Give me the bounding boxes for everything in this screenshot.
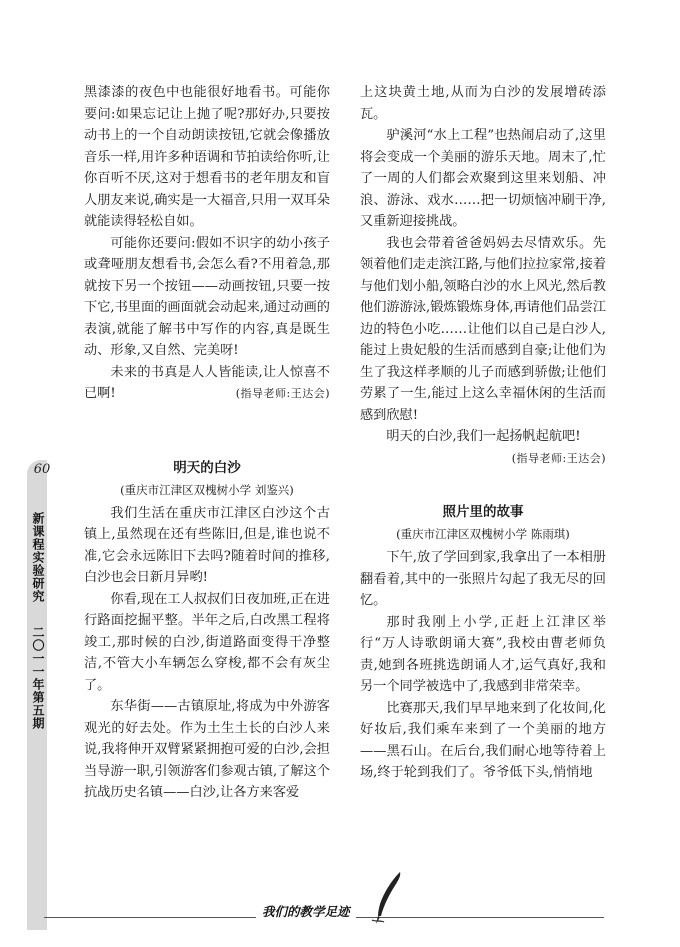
article-title: 照片里的故事 (442, 504, 524, 520)
page-number: 60 (33, 462, 51, 477)
article-author: (重庆市江津区双槐树小学 陈雨琪) (396, 527, 570, 541)
continued-paragraph: 上这块黄土地,从而为白沙的发展增砖添瓦。 (360, 85, 606, 122)
continued-paragraph: 明天的白沙,我们一起扬帆起航吧! (386, 429, 581, 444)
journal-title: 新课程实验研究 (31, 511, 45, 603)
continued-paragraph: 驴溪河“水上工程”也热闹启动了,这里将会变成一个美丽的游乐天地。周末了,忙了一周的人们都会欢聚到这里来划船、冲浪、游泳、戏水……把一切烦恼冲刷干净,又重新迎接挑战。 (360, 128, 606, 229)
left-column (84, 82, 330, 804)
footer-column-name: 我们的教学足迹 (256, 902, 356, 920)
advisor-signature: (指导老师:王达会) (511, 451, 606, 465)
article-paragraph: 比赛那天,我们早早地来到了化妆间,化好妆后,我们乘车来到了一个美丽的地方——黑石山。在后台,我们耐心地等待着上场,终于轮到我们了。爷爷低下头,悄悄地 (360, 700, 606, 780)
quill-pen-icon (370, 870, 404, 928)
article-paragraph: 东华街——古镇原址,将成为中外游客观光的好去处。作为土生土长的白沙人来说,我将伸开双臂紧紧拥抱可爱的白沙,会担当导游一职,引领游客们参观古镇,了解这个抗战历史名镇——白沙,让各方来客爱 (84, 699, 330, 800)
article-author: (重庆市江津区双槐树小学 刘鉴兴) (120, 482, 294, 497)
intro-paragraph: 可能你还要问:假如不识字的幼小孩子或聋哑朋友想看书,会怎么看?不用着急,那就按下另一个按钮——动画按钮,只要一按下它,书里面的画面就会动起来,通过动画的表演,就能了解书中写作的内容,真是既生动、形象,又自然、完美呀! (84, 235, 330, 358)
article-paragraph: 我们生活在重庆市江津区白沙这个古镇上,虽然现在还有些陈旧,但是,谁也说不准,它会永远陈旧下去吗?随着时间的推移,白沙也会日新月异哟! (84, 505, 330, 585)
intro-paragraph: 黑漆漆的夜色中也能很好地看书。可能你要问:如果忘记让上抛了呢?那好办,只要按动书上的一个自动朗读按钮,它就会像播放音乐一样,用许多种语调和节拍读给你听,让你百听不厌,这对于想看书的老年朋友和盲人朋友来说,确实是一大福音,只用一双耳朵就能读得轻松自如。 (84, 85, 330, 229)
continued-paragraph: 我也会带着爸爸妈妈去尽情欢乐。先领着他们走走滨江路,与他们拉拉家常,接着与他们划小船,领略白沙的水上风光,然后教他们游游泳,锻炼锻炼身体,再请他们品尝江边的特色小吃……让他们以自己是白沙人,能过上贵妃般的生活而感到自豪;让他们为生了我这样孝顺的儿子而感到骄傲;让他们劳累了一生,能过上这么幸福休闲的生活而感到欣慰! (360, 235, 606, 423)
article-title: 明天的白沙 (173, 459, 241, 476)
advisor-signature: (指导老师:王达会) (235, 387, 330, 400)
journal-issue: 二〇一一年第五期 (31, 626, 45, 730)
article-paragraph: 下午,放了学回到家,我拿出了一本相册翻看着,其中的一张照片勾起了我无尽的回忆。 (360, 550, 606, 608)
article-paragraph: 那时我刚上小学,正赶上江津区举行“万人诗歌朗诵大赛”,我校由曹老师负责,她到各班挑选朗诵人才,运气真好,我和另一个同学被选中了,我感到非常荣幸。 (360, 614, 606, 694)
right-column (360, 82, 606, 784)
intro-paragraph: 未来的书真是人人皆能读,让人惊喜不已啊! (84, 364, 330, 401)
article-paragraph: 你看,现在工人叔叔们日夜加班,正在进行路面挖掘平整。半年之后,白改黑工程将竣工,那时候的白沙,街道路面变得干净整洁,不管大小车辆怎么穿梭,都不会有灰尘了。 (84, 591, 330, 693)
